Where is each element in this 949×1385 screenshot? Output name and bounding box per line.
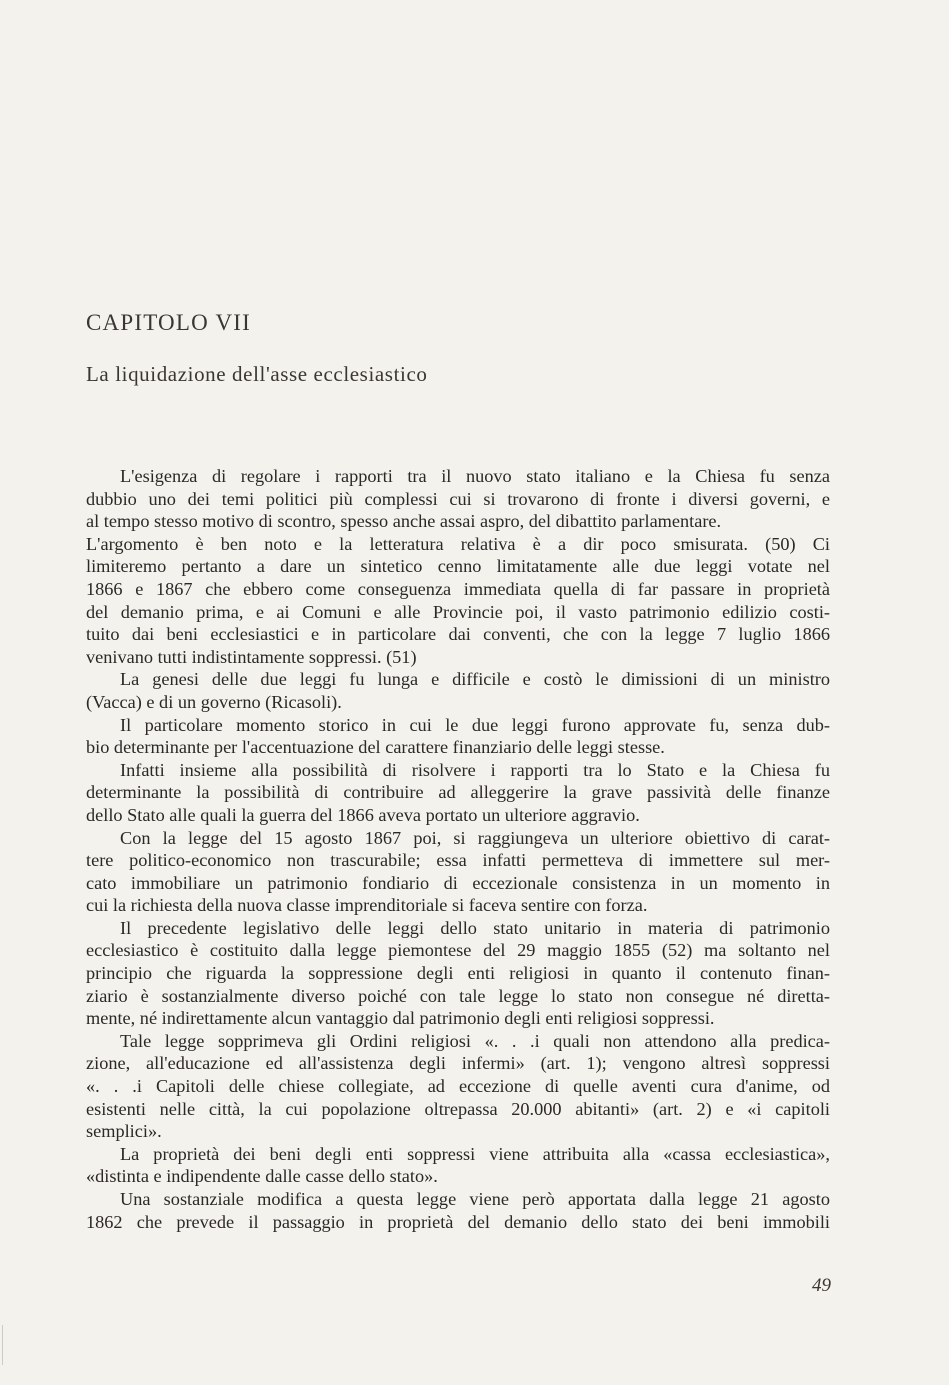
text-line: Infatti insieme alla possibilità di risolvere i rapporti tra lo Stato e la Chiesa fu [120,759,830,780]
text-line: del demanio prima, e ai Comuni e alle Provincie poi, il vasto patrimonio edilizio costi- [86,601,830,622]
text-line: principio che riguarda la soppressione degli enti religiosi in quanto il contenuto finan- [86,963,830,984]
text-line: cato immobiliare un patrimonio fondiario di eccezionale consistenza in un momento in [86,872,830,893]
text-line: tere politico-economico non trascurabile; essa infatti permetteva di immettere sul mer- [86,850,830,871]
text-line: L'argomento è ben noto e la letteratura relativa è a dir poco smisurata. (50) Ci [86,533,830,554]
text-line: cui la richiesta della nuova classe imprenditoriale si faceva sentire con forza. [86,895,648,916]
text-line: semplici». [86,1121,162,1142]
text-line: «. . .i Capitoli delle chiese collegiate, ad eccezione di quelle aventi cura d'anime, od [86,1076,830,1097]
text-line: Il particolare momento storico in cui le due leggi furono approvate fu, senza dub- [120,714,830,735]
text-line: Una sostanziale modifica a questa legge viene però apportata dalla legge 21 agosto [120,1189,830,1209]
text-line: ecclesiastico è costituito dalla legge piemontese del 29 maggio 1855 (52) ma soltanto nel [86,940,830,961]
text-line: Il precedente legislativo delle leggi dello stato unitario in materia di patrimonio [120,917,830,938]
text-line: 1862 che prevede il passaggio in proprietà del demanio dello stato dei beni immobili [86,1211,830,1232]
text-line: limiteremo pertanto a dare un sintetico cenno limitatamente alle due leggi votate nel [86,556,830,577]
text-line: «distinta e indipendente dalle casse dello stato». [86,1166,438,1187]
text-line: (Vacca) e di un governo (Ricasoli). [86,691,342,712]
text-line: esistenti nelle città, la cui popolazione oltrepassa 20.000 abitanti» (art. 2) e «i capitoli [86,1098,830,1119]
text-line: ziario è sostanzialmente diverso poiché con tale legge lo stato non consegue né diretta- [86,985,830,1006]
text-line: dubbio uno dei temi politici più complessi cui si trovarono di fronte i diversi governi, e [86,488,830,509]
chapter-subtitle: La liquidazione dell'asse ecclesiastico [86,362,428,386]
scan-edge-mark [2,1325,3,1365]
text-line: 1866 e 1867 che ebbero come conseguenza immediata quella di far passare in proprietà [86,578,830,599]
chapter-heading: CAPITOLO VII [86,310,251,335]
text-line: L'esigenza di regolare i rapporti tra il nuovo stato italiano e la Chiesa fu senza [120,466,830,486]
text-line: La genesi delle due leggi fu lunga e difficile e costò le dimissioni di un ministro [120,669,830,690]
text-line: bio determinante per l'accentuazione del carattere finanziario delle leggi stesse. [86,737,665,758]
text-line: al tempo stesso motivo di scontro, spesso anche assai aspro, del dibattito parlamentare. [86,511,722,532]
text-line: venivano tutti indistintamente soppressi. (51) [86,646,417,667]
text-line: dello Stato alle quali la guerra del 1866 aveva portato un ulteriore aggravio. [86,804,640,825]
text-line: mente, né indirettamente alcun vantaggio dal patrimonio degli enti religiosi soppressi. [86,1008,715,1029]
text-line: Con la legge del 15 agosto 1867 poi, si raggiungeva un ulteriore obiettivo di carat- [120,827,830,848]
text-line: zione, all'educazione ed all'assistenza degli infermi» (art. 1); vengono altresì soppressi [86,1053,830,1074]
text-line: La proprietà dei beni degli enti soppressi viene attribuita alla «cassa ecclesiastica», [120,1143,830,1164]
page-number: 49 [812,1275,831,1296]
text-line: determinante la possibilità di contribuire ad alleggerire la grave passività delle finanze [86,782,830,803]
body-text [86,465,830,1233]
text-line: tuito dai beni ecclesiastici e in particolare dai conventi, che con la legge 7 luglio 1866 [86,624,830,645]
text-line: Tale legge sopprimeva gli Ordini religiosi «. . .i quali non attendono alla predica- [120,1030,830,1051]
